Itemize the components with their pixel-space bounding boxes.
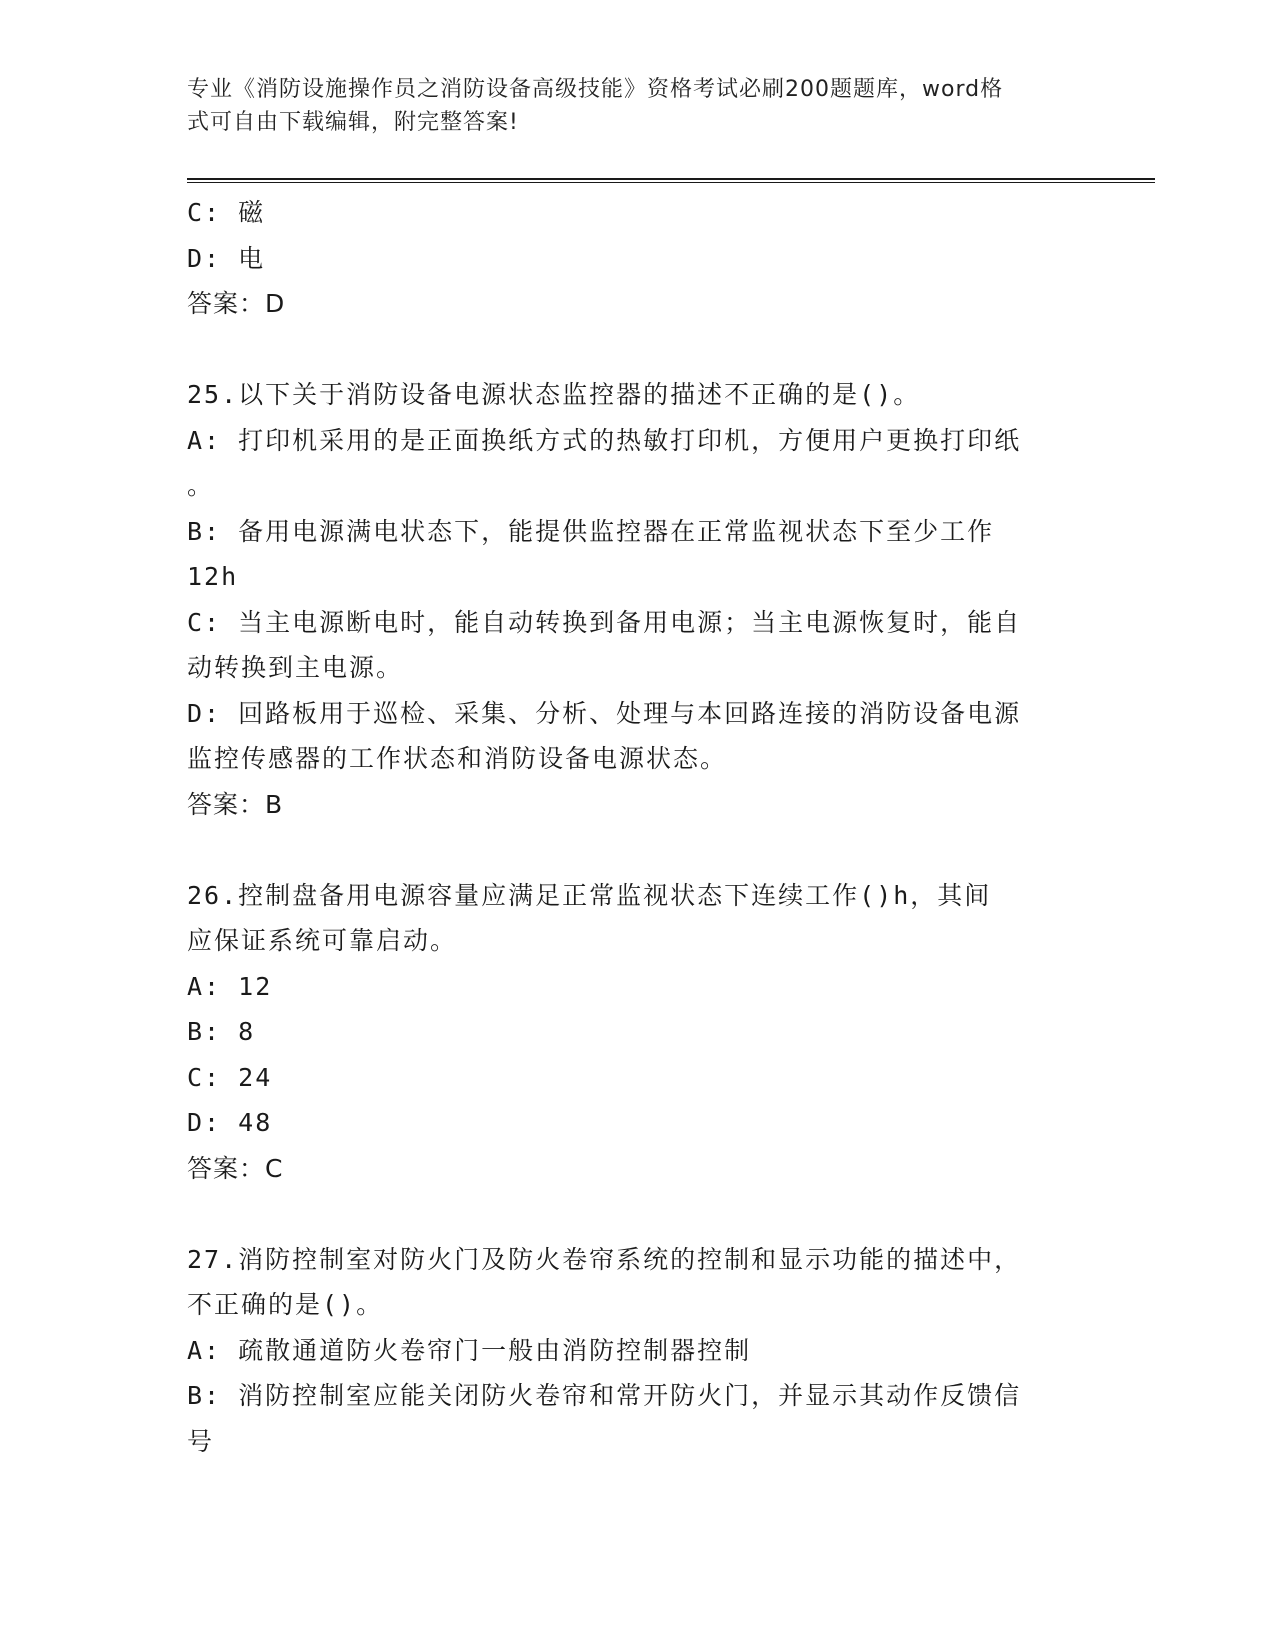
- question-25-stem: 25.以下关于消防设备电源状态监控器的描述不正确的是()。: [187, 380, 921, 409]
- q25-answer: 答案：B: [187, 789, 284, 819]
- q25-option-b-line-2: 12h: [187, 562, 239, 591]
- question-26-stem-line-1: 26.控制盘备用电源容量应满足正常监视状态下连续工作()h，其间: [187, 880, 992, 910]
- spacer: [187, 327, 1077, 373]
- header-divider: [187, 178, 1155, 183]
- q25-option-a-line-2: 。: [187, 471, 215, 500]
- option-d: D: 电: [187, 243, 266, 273]
- question-27-stem-line-1: 27.消防控制室对防火门及防火卷帘系统的控制和显示功能的描述中，: [187, 1244, 1022, 1274]
- q26-option-b: B: 8: [187, 1017, 256, 1046]
- q26-option-d: D: 48: [187, 1108, 273, 1137]
- q26-option-c: C: 24: [187, 1062, 273, 1092]
- q27-option-b-line-2: 号: [187, 1426, 215, 1456]
- question-27-stem-line-2: 不正确的是()。: [187, 1290, 384, 1319]
- q25-option-a-line-1: A: 打印机采用的是正面换纸方式的热敏打印机，方便用户更换打印纸: [187, 425, 1022, 455]
- q26-option-a: A: 12: [187, 971, 273, 1001]
- spacer: [187, 1191, 1077, 1237]
- q27-option-a: A: 疏散通道防火卷帘门一般由消防控制器控制: [187, 1335, 752, 1365]
- q25-option-c-line-1: C: 当主电源断电时，能自动转换到备用电源；当主电源恢复时，能自: [187, 607, 1022, 637]
- header-line-1: 专业《消防设施操作员之消防设备高级技能》资格考试必刷200题题库，word格: [187, 77, 1004, 102]
- header-line-2: 式可自由下载编辑，附完整答案!: [187, 110, 519, 135]
- q26-answer: 答案：C: [187, 1153, 284, 1183]
- q25-option-d-line-2: 监控传感器的工作状态和消防设备电源状态。: [187, 744, 728, 773]
- q25-option-c-line-2: 动转换到主电源。: [187, 653, 404, 682]
- q27-option-b-line-1: B: 消防控制室应能关闭防火卷帘和常开防火门，并显示其动作反馈信: [187, 1381, 1022, 1410]
- answer: 答案：D: [187, 289, 286, 318]
- q25-option-d-line-1: D: 回路板用于巡检、采集、分析、处理与本回路连接的消防设备电源: [187, 698, 1022, 728]
- document-body: [187, 190, 1077, 1464]
- q25-option-b-line-1: B: 备用电源满电状态下，能提供监控器在正常监视状态下至少工作: [187, 516, 995, 546]
- option-c: C: 磁: [187, 198, 266, 227]
- spacer: [187, 827, 1077, 873]
- page-header: [187, 73, 1067, 139]
- question-26-stem-line-2: 应保证系统可靠启动。: [187, 926, 458, 955]
